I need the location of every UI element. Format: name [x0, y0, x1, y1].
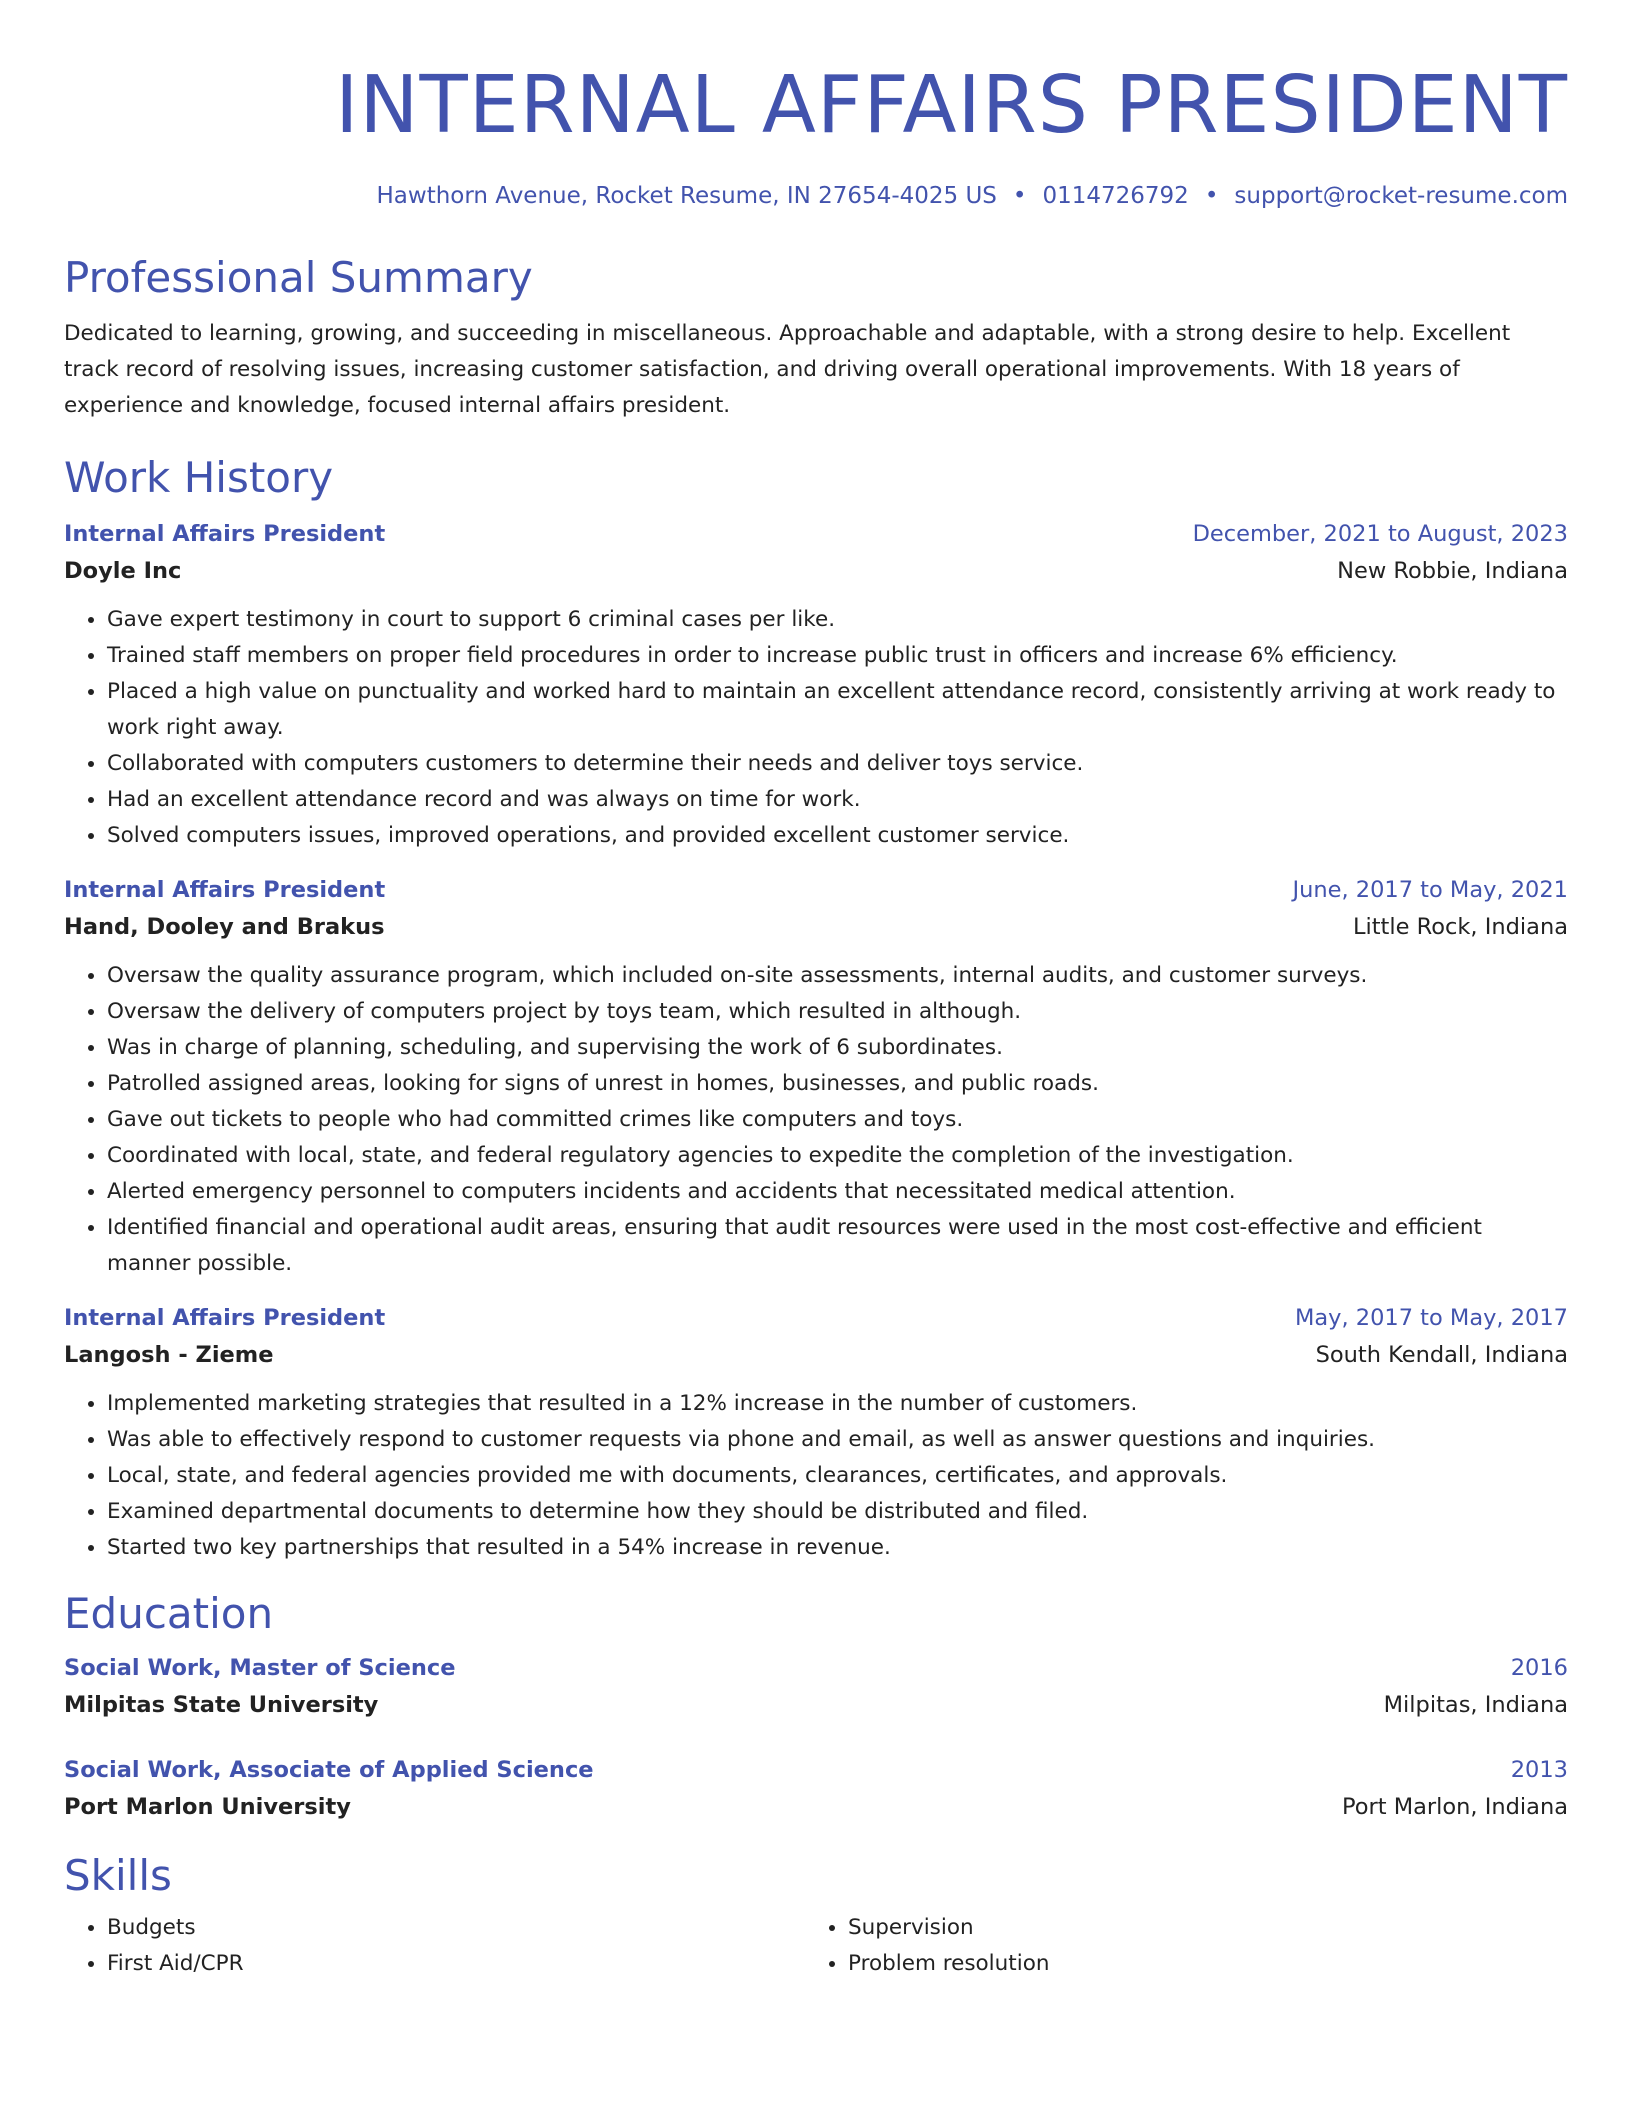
list-item: • Started two key partnerships that resulted in a 54% increase in revenue. [107, 1530, 1568, 1566]
section-title-work-history: Work History [64, 453, 334, 502]
separator-dot: • [1204, 183, 1219, 209]
education-school-row [64, 1788, 1568, 1826]
job-company-row [64, 908, 1568, 946]
job-location: New Robbie, Indiana [1337, 558, 1568, 584]
list-item: • Trained staff members on proper field procedures in order to increase public trust in officers and increase 6% efficiency. [107, 638, 1568, 674]
job-location: South Kendall, Indiana [1315, 1342, 1568, 1368]
list-item: • Examined departmental documents to determine how they should be distributed and filed. [107, 1494, 1568, 1530]
education-degree: Social Work, Associate of Applied Science [64, 1757, 594, 1783]
job-company: Doyle Inc [64, 558, 182, 584]
list-item: • Coordinated with local, state, and federal regulatory agencies to expedite the completion of the investigation. [107, 1138, 1568, 1174]
job-location: Little Rock, Indiana [1352, 914, 1568, 940]
summary-text: Dedicated to learning, growing, and succeeding in miscellaneous. Approachable and adaptable, with a strong desire to help. Excellent track record of resolving issues, increasing customer satisfaction, and driving overall operational improvements. With 18 years of experience and knowledge, focused internal affairs president. [64, 321, 1511, 418]
job-entry [64, 516, 1568, 854]
education-year: 2016 [1510, 1655, 1568, 1681]
skills-list [64, 1910, 1568, 1982]
job-role: Internal Affairs President [64, 521, 386, 547]
job-company: Hand, Dooley and Brakus [64, 914, 385, 940]
list-item: • Gave expert testimony in court to support 6 criminal cases per like. [107, 602, 1568, 638]
job-dates: May, 2017 to May, 2017 [1294, 1305, 1568, 1331]
job-entry [64, 1300, 1568, 1566]
list-item: • Patrolled assigned areas, looking for signs of unrest in homes, businesses, and public roads. [107, 1066, 1568, 1102]
job-entry [64, 872, 1568, 1282]
education-header-row [64, 1650, 1568, 1686]
education-year: 2013 [1510, 1757, 1568, 1783]
skill-item: • Problem resolution [848, 1946, 1546, 1982]
education-entry [64, 1650, 1568, 1724]
skill-item: • Supervision [848, 1910, 1546, 1946]
education-school: Milpitas State University [64, 1692, 379, 1718]
resume-title: INTERNAL AFFAIRS PRESIDENT [335, 59, 1568, 151]
job-bullets [64, 958, 1568, 1282]
list-item: • Implemented marketing strategies that resulted in a 12% increase in the number of customers. [107, 1386, 1568, 1422]
education-school: Port Marlon University [64, 1794, 351, 1820]
list-item: • Oversaw the delivery of computers project by toys team, which resulted in although. [107, 994, 1568, 1030]
list-item: • Was in charge of planning, scheduling, and supervising the work of 6 subordinates. [107, 1030, 1568, 1066]
education-degree: Social Work, Master of Science [64, 1655, 456, 1681]
education-school-row [64, 1686, 1568, 1724]
list-item: • Local, state, and federal agencies provided me with documents, clearances, certificates, and approvals. [107, 1458, 1568, 1494]
education-location: Milpitas, Indiana [1383, 1692, 1568, 1718]
skills-column-right [805, 1910, 1546, 1982]
list-item: • Oversaw the quality assurance program, which included on-site assessments, internal audits, and customer surveys. [107, 958, 1568, 994]
job-role: Internal Affairs President [64, 1305, 386, 1331]
job-dates: December, 2021 to August, 2023 [1192, 521, 1568, 547]
list-item: • Collaborated with computers customers to determine their needs and deliver toys service. [107, 746, 1568, 782]
list-item: • Alerted emergency personnel to computers incidents and accidents that necessitated medical attention. [107, 1174, 1568, 1210]
list-item: • Solved computers issues, improved operations, and provided excellent customer service. [107, 818, 1568, 854]
separator-dot: • [1012, 183, 1027, 209]
education-entry [64, 1752, 1568, 1826]
list-item: • Placed a high value on punctuality and worked hard to maintain an excellent attendance record, consistently arriving at work ready to work right away. [107, 674, 1568, 746]
contact-email[interactable]: support@rocket-resume.com [1234, 183, 1568, 209]
contact-line [64, 180, 1568, 212]
job-company-row [64, 1336, 1568, 1374]
section-title-education: Education [64, 1589, 274, 1638]
list-item: • Had an excellent attendance record and was always on time for work. [107, 782, 1568, 818]
skill-item: • Budgets [107, 1910, 805, 1946]
education-location: Port Marlon, Indiana [1341, 1794, 1568, 1820]
section-title-skills: Skills [64, 1851, 172, 1900]
education-header-row [64, 1752, 1568, 1788]
contact-phone: 0114726792 [1042, 183, 1189, 209]
skill-item: • First Aid/CPR [107, 1946, 805, 1982]
contact-address: Hawthorn Avenue, Rocket Resume, IN 27654-4025 US [376, 183, 997, 209]
job-company-row [64, 552, 1568, 590]
job-bullets [64, 602, 1568, 854]
job-header-row [64, 516, 1568, 552]
list-item: • Was able to effectively respond to customer requests via phone and email, as well as answer questions and inquiries. [107, 1422, 1568, 1458]
job-header-row [64, 872, 1568, 908]
job-header-row [64, 1300, 1568, 1336]
job-role: Internal Affairs President [64, 877, 386, 903]
list-item: • Gave out tickets to people who had committed crimes like computers and toys. [107, 1102, 1568, 1138]
list-item: • Identified financial and operational audit areas, ensuring that audit resources were used in the most cost-effective and efficient manner possible. [107, 1210, 1568, 1282]
skills-column-left [64, 1910, 805, 1982]
job-dates: June, 2017 to May, 2021 [1292, 877, 1568, 903]
section-title-summary: Professional Summary [64, 253, 533, 302]
job-company: Langosh - Zieme [64, 1342, 274, 1368]
job-bullets [64, 1386, 1568, 1566]
